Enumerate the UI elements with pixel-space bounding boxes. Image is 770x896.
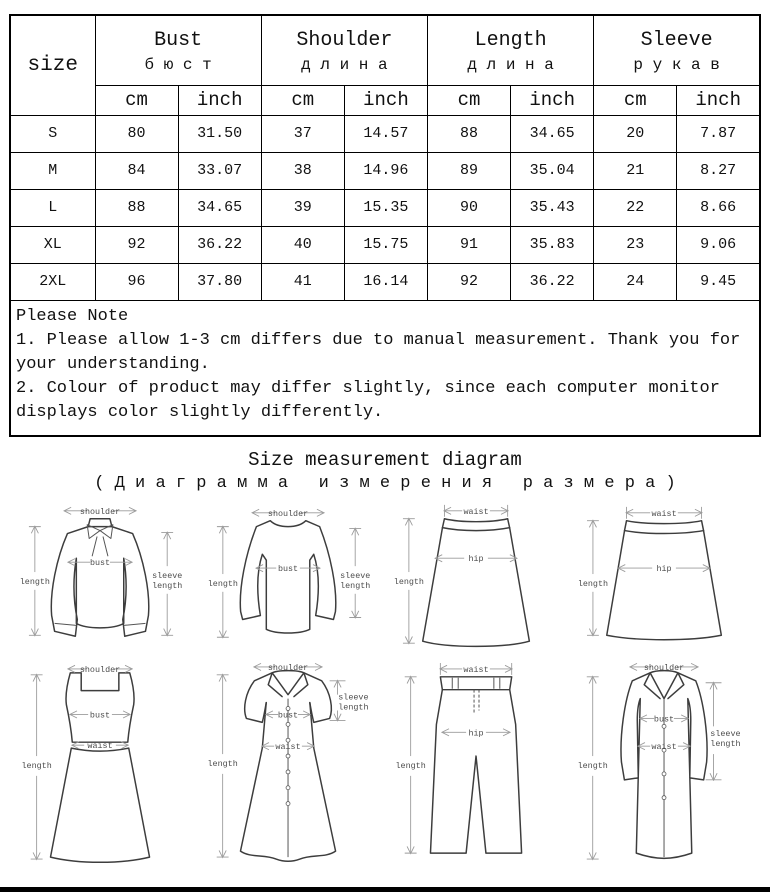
table-row-s <box>10 115 760 152</box>
unit-cm: cm <box>428 85 511 115</box>
value-cell: 34.65 <box>178 189 261 226</box>
waist-label: waist <box>651 742 677 753</box>
value-cell: 23 <box>594 226 677 263</box>
bust-header-ru: б ю с т <box>144 56 212 75</box>
unit-cm: cm <box>594 85 677 115</box>
length-label: length <box>207 579 238 590</box>
skirt-short-diagram <box>574 497 760 657</box>
waist-label: waist <box>463 664 489 675</box>
table-row-xl <box>10 226 760 263</box>
unit-cm: cm <box>261 85 344 115</box>
value-cell: 14.96 <box>344 152 427 189</box>
value-cell: 35.83 <box>511 226 594 263</box>
value-cell: 91 <box>428 226 511 263</box>
unit-inch: inch <box>677 85 760 115</box>
table-row-2xl <box>10 263 760 300</box>
sleeve-length-label: sleeve <box>340 571 371 582</box>
shoulder-header-en: Shoulder <box>296 29 393 53</box>
value-cell: 7.87 <box>677 115 760 152</box>
length-label: length <box>577 761 608 772</box>
value-cell: 9.45 <box>677 263 760 300</box>
value-cell: 37 <box>261 115 344 152</box>
unit-inch: inch <box>511 85 594 115</box>
length-header-ru: д л и н а <box>467 56 554 75</box>
size-label: L <box>10 189 95 226</box>
diagram-grid <box>0 497 770 867</box>
value-cell: 8.66 <box>677 189 760 226</box>
value-cell: 88 <box>95 189 178 226</box>
value-cell: 89 <box>428 152 511 189</box>
sleeve-length-label: length <box>340 580 371 591</box>
coat-diagram <box>574 657 760 867</box>
size-label: M <box>10 152 95 189</box>
notes-title: Please Note <box>16 306 129 326</box>
size-header-cell: size <box>10 15 95 115</box>
value-cell: 35.43 <box>511 189 594 226</box>
value-cell: 14.57 <box>344 115 427 152</box>
value-cell: 84 <box>95 152 178 189</box>
bottom-bar <box>0 887 770 892</box>
unit-inch: inch <box>178 85 261 115</box>
value-cell: 40 <box>261 226 344 263</box>
value-cell: 34.65 <box>511 115 594 152</box>
value-cell: 90 <box>428 189 511 226</box>
bust-label: bust <box>653 714 675 725</box>
value-cell: 24 <box>594 263 677 300</box>
waist-label: waist <box>463 506 489 517</box>
waist-label: waist <box>275 742 301 753</box>
value-cell: 37.80 <box>178 263 261 300</box>
bust-header-en: Bust <box>154 29 203 53</box>
value-cell: 21 <box>594 152 677 189</box>
waist-label: waist <box>651 508 677 519</box>
value-cell: 36.22 <box>511 263 594 300</box>
unit-row <box>10 85 760 115</box>
notes-line-1: 1. Please allow 1-3 cm differs due to manual measurement. Thank you for your understanding. <box>16 330 741 374</box>
hip-label: hip <box>468 728 484 739</box>
sleeve-header-ru: р у к а в <box>633 56 720 75</box>
sleeve-header-cell <box>594 15 760 85</box>
shirt-dress-diagram <box>198 657 384 867</box>
shoulder-label: shoulder <box>267 663 309 674</box>
sleeve-length-label: sleeve <box>338 692 369 703</box>
notes-row <box>10 300 760 436</box>
bust-header-cell <box>95 15 261 85</box>
value-cell: 80 <box>95 115 178 152</box>
length-label: length <box>395 761 426 772</box>
value-cell: 33.07 <box>178 152 261 189</box>
unit-cm: cm <box>95 85 178 115</box>
unit-inch: inch <box>344 85 427 115</box>
shoulder-label: shoulder <box>79 664 121 675</box>
value-cell: 35.04 <box>511 152 594 189</box>
value-cell: 39 <box>261 189 344 226</box>
size-table <box>9 14 761 437</box>
diagram-title: Size measurement diagram <box>248 449 522 472</box>
length-label: length <box>577 579 609 590</box>
table-row-m <box>10 152 760 189</box>
length-label: length <box>21 761 52 772</box>
hip-label: hip <box>468 554 484 565</box>
shoulder-label: shoulder <box>643 663 685 674</box>
sleeve-length-label: sleeve <box>152 571 183 582</box>
sleeve-length-label: length <box>152 580 183 591</box>
sleeve-length-label: length <box>338 702 369 713</box>
size-label: 2XL <box>10 263 95 300</box>
shoulder-label: shoulder <box>267 508 309 519</box>
value-cell: 20 <box>594 115 677 152</box>
shoulder-header-cell <box>261 15 427 85</box>
pants-diagram <box>386 657 572 867</box>
length-label: length <box>19 577 50 588</box>
value-cell: 15.35 <box>344 189 427 226</box>
value-cell: 22 <box>594 189 677 226</box>
diagram-subtitle-ru: ( Д и а г р а м м а и з м е р е н и я р а з м е р а ) <box>94 474 676 494</box>
sleeve-length-label: sleeve <box>710 729 741 740</box>
bust-label: bust <box>277 710 299 721</box>
tank-dress-diagram <box>10 657 196 867</box>
shoulder-label: shoulder <box>79 506 121 517</box>
size-label: XL <box>10 226 95 263</box>
table-row-l <box>10 189 760 226</box>
shoulder-header-ru: д л и н а <box>301 56 388 75</box>
length-header-cell <box>428 15 594 85</box>
value-cell: 96 <box>95 263 178 300</box>
value-cell: 92 <box>428 263 511 300</box>
value-cell: 9.06 <box>677 226 760 263</box>
hip-label: hip <box>656 564 672 575</box>
value-cell: 41 <box>261 263 344 300</box>
value-cell: 92 <box>95 226 178 263</box>
value-cell: 31.50 <box>178 115 261 152</box>
length-label: length <box>393 577 424 588</box>
notes-section <box>10 300 760 436</box>
sleeve-header-en: Sleeve <box>640 29 713 53</box>
bust-label: bust <box>277 564 299 575</box>
length-header-en: Length <box>474 29 547 53</box>
value-cell: 15.75 <box>344 226 427 263</box>
waist-label: waist <box>87 741 113 752</box>
top-diagram <box>198 497 384 657</box>
value-cell: 8.27 <box>677 152 760 189</box>
value-cell: 16.14 <box>344 263 427 300</box>
notes-line-2: 2. Colour of product may differ slightly, since each computer monitor displays color slightly differently. <box>16 378 720 422</box>
skirt-long-diagram <box>386 497 572 657</box>
value-cell: 36.22 <box>178 226 261 263</box>
value-cell: 88 <box>428 115 511 152</box>
length-label: length <box>207 759 238 770</box>
blouse-diagram <box>10 497 196 657</box>
value-cell: 38 <box>261 152 344 189</box>
size-label: S <box>10 115 95 152</box>
bust-label: bust <box>89 558 111 569</box>
bust-label: bust <box>89 710 111 721</box>
sleeve-length-label: length <box>710 739 741 750</box>
